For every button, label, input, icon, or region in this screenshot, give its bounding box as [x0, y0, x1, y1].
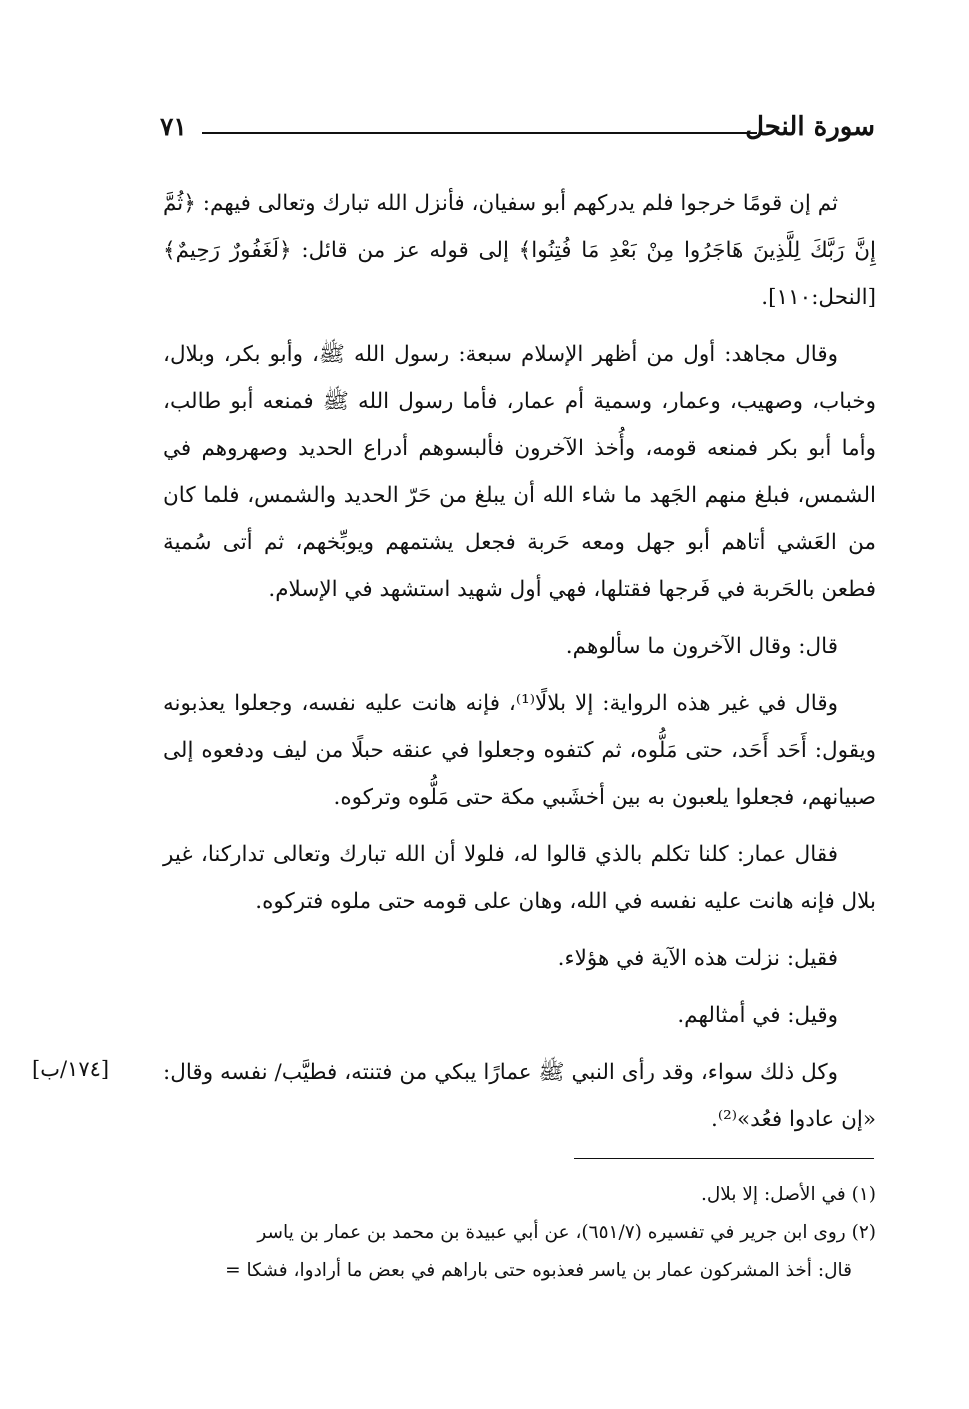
footnote: (١) في الأصل: إلا بلال.: [700, 1184, 876, 1205]
footnote: (٢) روى ابن جرير في تفسيره (٦٥١/٧)، عن أبي عبيدة بن محمد بن عمار بن ياسر: [257, 1222, 876, 1243]
header-rule: [202, 132, 757, 134]
paragraph: وقال مجاهد: أول من أظهر الإسلام سبعة: رسول الله ﷺ، وأبو بكر، وبلال، وخباب، وصهيب، وعمار، وسمية أم عمار، فأما رسول الله ﷺ فمنعه أبو طالب، وأما أبو بكر فمنعه قومه، وأُخذ الآخرون فألبسوهم أدراع الحديد وصهروهم في الشمس، فبلغ منهم الجَهد ما شاء الله أن يبلغ من حَرّ الحديد والشمس، فلما كان من العَشي أتاهم أبو جهل ومعه حَربة فجعل يشتمهم ويوبِّخهم، ثم أتى سُمية فطعن بالحَربة في فَرجها فقتلها، فهي أول شهيد استشهد في الإسلام.: [163, 342, 876, 602]
footnotes: [163, 1176, 876, 1290]
footnote-continuation: قال: أخذ المشركون عمار بن ياسر فعذبوه حتى باراهم في بعض ما أرادوا، فشكا =: [225, 1260, 852, 1281]
paragraph: وقيل: في أمثالهم.: [677, 1003, 838, 1028]
surah-title: سورة النحل: [745, 112, 875, 142]
paragraph: ثم إن قومًا خرجوا فلم يدركهم أبو سفيان، فأنزل الله تبارك وتعالى فيهم: ﴿ثُمَّ إِنَّ رَبَّكَ لِلَّذِينَ هَاجَرُوا مِنْ بَعْدِ مَا فُتِنُوا﴾ إلى قوله عز من قائل: ﴿لَغَفُورٌ رَحِيمٌ﴾ [النحل:١١٠].: [163, 191, 876, 310]
page-number: ٧١: [160, 112, 187, 141]
main-text: [163, 180, 876, 1143]
page-header: [160, 112, 875, 152]
paragraph: وقال في غير هذه الرواية: إلا بلالًا⁽¹⁾، فإنه هانت عليه نفسه، وجعلوا يعذبونه ويقول: أَحَد أَحَد، حتى مَلُّوه، ثم كتفوه وجعلوا في عنقه حبلًا من ليف ودفعوه إلى صبيانهم، فجعلوا يلعبون به بين أخشَبي مكة حتى مَلُّوه وتركوه.: [163, 691, 876, 810]
manuscript-folio-note: [١٧٤/ب]: [32, 1057, 110, 1081]
paragraph: وكل ذلك سواء، وقد رأى النبي ﷺ عمارًا يبكي من فتنته، فطيَّب/ نفسه وقال: «إن عادوا فعُد»⁽²⁾.: [163, 1060, 876, 1132]
footnote-separator: [574, 1158, 874, 1159]
paragraph: فقيل: نزلت هذه الآية في هؤلاء.: [557, 946, 838, 971]
paragraph: قال: وقال الآخرون ما سألوهم.: [565, 634, 838, 659]
paragraph: فقال عمار: كلنا تكلم بالذي قالوا له، فلولا أن الله تبارك وتعالى تداركنا، غير بلال فإنه هانت عليه نفسه في الله، وهان على قومه حتى ملوه فتركوه.: [163, 842, 876, 914]
